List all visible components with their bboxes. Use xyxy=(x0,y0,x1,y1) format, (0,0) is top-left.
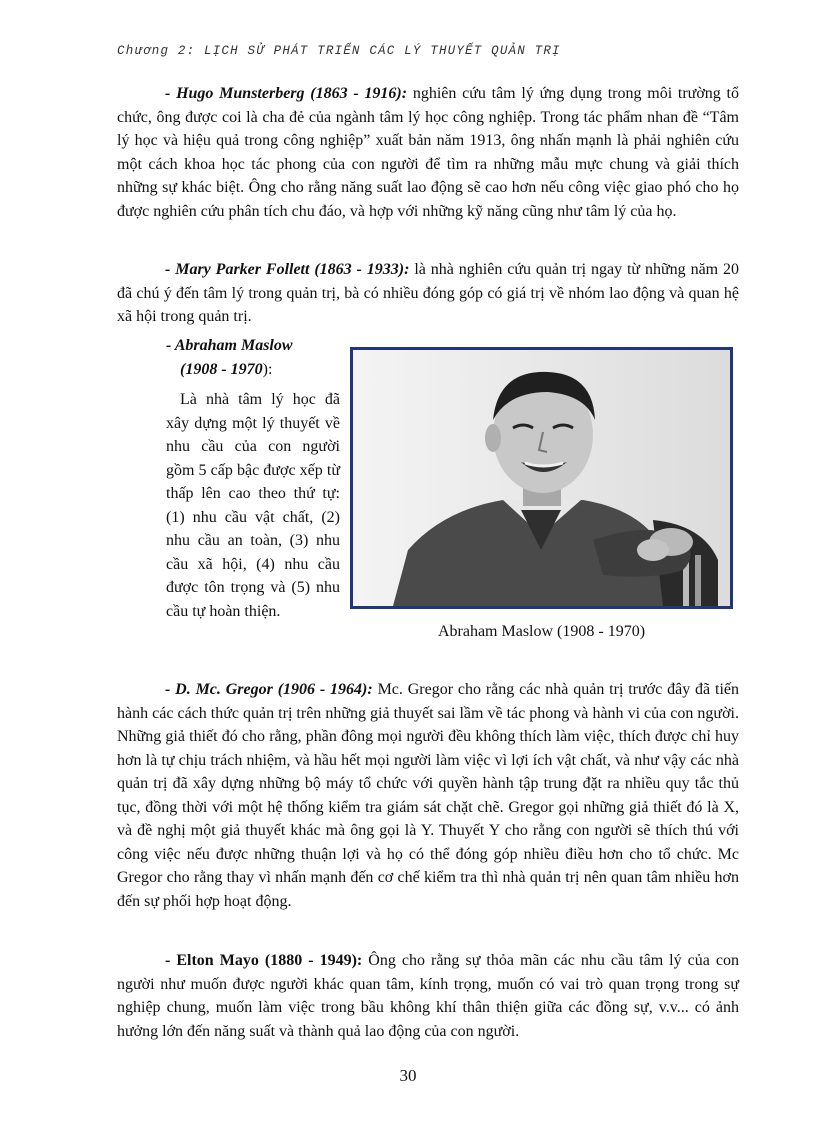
mayo-lead: - Elton Mayo (1880 - 1949): xyxy=(165,952,363,969)
gregor-text: Mc. Gregor cho rằng các nhà quản trị trước đây đã tiến hành các cách thức quản trị trên những giả thuyết sai lầm về tác phong và hành vi của con người. Những giả thiết đó cho rằng, phần đông mọi người đều không thích làm việc, thích được chỉ huy hơn là tự chịu trách nhiệm, và hầu hết mọi người làm việc vì lợi ích vật chất, và như vậy các nhà quản trị đã xây dựng những bộ máy tổ chức với quyền hành tập trung đặt ra nhiều quy tắc thủ tục, đồng thời với một hệ thống kiểm tra giám sát chặt chẽ. Gregor gọi những giả thiết đó là X, và đề nghị một giả thuyết khác mà ông gọi là Y. Thuyết Y cho rằng con người sẽ thích thú với công việc nếu được những thuận lợi và họ có thể đóng góp nhiều điều hơn cho tổ chức. Mc Gregor cho rằng thay vì nhấn mạnh đến cơ chế kiểm tra thì nhà quản trị nên quan tâm nhiều hơn đến sự phối hợp hoạt động. xyxy=(117,681,739,910)
maslow-photo xyxy=(350,347,733,609)
maslow-dates: (1908 - 1970 xyxy=(180,360,263,378)
page-number: 30 xyxy=(399,1066,417,1085)
photo-caption: Abraham Maslow (1908 - 1970) xyxy=(437,623,646,640)
maslow-heading xyxy=(166,334,341,381)
munsterberg-text: nghiên cứu tâm lý ứng dụng trong môi trường tổ chức, ông được coi là cha đẻ của ngành tâm lý học công nghiệp. Trong tác phẩm nhan đề “Tâm lý học và hiệu quả trong công nghiệp” xuất bản năm 1913, ông nhấn mạnh là phải nghiên cứu một cách khoa học tác phong của con người để tìm ra những mẫu mực chung và giải thích những sự khác biệt. Ông cho rằng năng suất lao động sẽ cao hơn nếu công việc giao phó cho họ được nghiên cứu phân tích chu đáo, và hợp với những kỹ năng cũng như tâm lý của họ. xyxy=(117,85,739,220)
mayo-text: Ông cho rằng sự thỏa mãn các nhu cầu tâm lý của con người như muốn được người khác quan tâm, kính trọng, muốn có vai trò quan trọng trong sự nghiệp chung, muốn làm việc trong bầu không khí thân thiện giữa các đồng sự, v.v... có ảnh hưởng lớn đến năng suất và thành quả lao động của con người. xyxy=(117,952,739,1040)
paragraph-follett xyxy=(117,258,739,329)
munsterberg-lead: - Hugo Munsterberg (1863 - 1916): xyxy=(165,85,408,102)
gregor-lead: - D. Mc. Gregor (1906 - 1964): xyxy=(165,681,373,698)
paragraph-gregor xyxy=(117,678,739,913)
follett-lead: - Mary Parker Follett (1863 - 1933): xyxy=(165,261,410,278)
follett-text: là nhà nghiên cứu quản trị ngay từ những năm 20 đã chú ý đến tâm lý trong quản trị, bà có nhiều đóng góp có giá trị về nhóm lao động và quan hệ xã hội trong quản trị. xyxy=(117,261,740,325)
paragraph-munsterberg xyxy=(117,82,739,223)
chapter-header: Chương 2: LỊCH SỬ PHÁT TRIỂN CÁC LÝ THUYẾT QUẢN TRỊ xyxy=(117,44,561,58)
paragraph-mayo xyxy=(117,949,739,1043)
maslow-name: - Abraham Maslow xyxy=(166,337,293,354)
maslow-dates-tail: ): xyxy=(262,360,273,378)
maslow-text: Là nhà tâm lý học đã xây dựng một lý thuyết về nhu cầu của con người gồm 5 cấp bậc được xếp từ thấp lên cao theo thứ tự: (1) nhu cầu vật chất, (2) nhu cầu an toàn, (3) nhu cầu xã hội, (4) nhu cầu được tôn trọng và (5) nhu cầu tự hoàn thiện. xyxy=(166,391,340,620)
